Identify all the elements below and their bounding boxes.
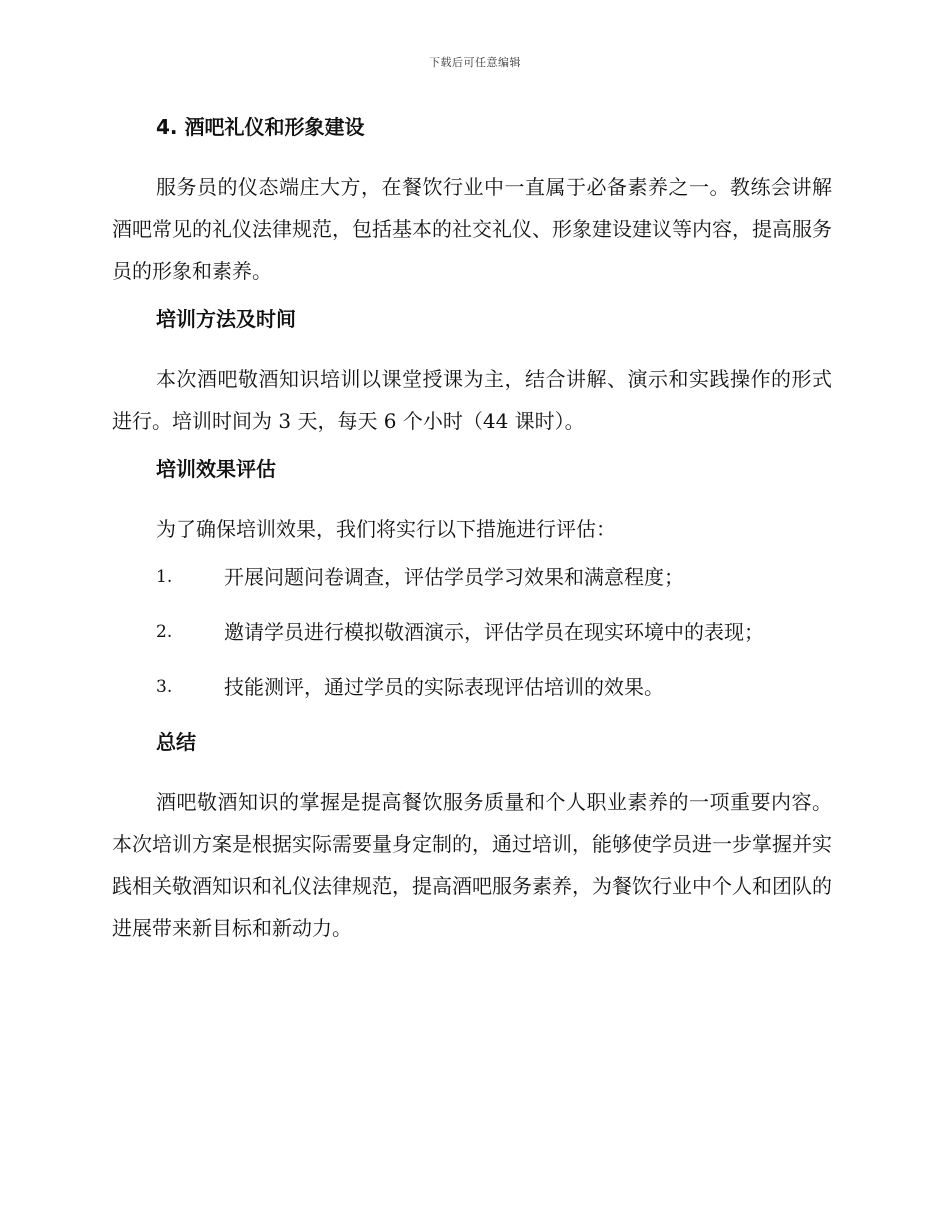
section-paragraph-method: 本次酒吧敬酒知识培训以课堂授课为主，结合讲解、演示和实践操作的形式进行。培训时间为 3 天，每天 6 个小时（44 课时）。 bbox=[112, 367, 832, 433]
section-heading-summary: 总结 bbox=[156, 730, 196, 754]
list-item-number: 3. bbox=[156, 677, 173, 697]
section-heading-method: 培训方法及时间 bbox=[156, 307, 296, 331]
document-body bbox=[112, 112, 832, 961]
list-item bbox=[112, 617, 832, 647]
list-item-text: 开展问题问卷调查，评估学员学习效果和满意程度； bbox=[224, 565, 684, 589]
evaluation-list bbox=[112, 562, 832, 702]
section-paragraph-evaluation: 为了确保培训效果，我们将实行以下措施进行评估： bbox=[156, 517, 616, 541]
section-heading-evaluation: 培训效果评估 bbox=[156, 457, 276, 481]
list-item bbox=[112, 562, 832, 592]
list-item-number: 2. bbox=[156, 622, 173, 642]
section-paragraph-etiquette: 服务员的仪态端庄大方，在餐饮行业中一直属于必备素养之一。教练会讲解酒吧常见的礼仪法律规范，包括基本的社交礼仪、形象建设建议等内容，提高服务员的形象和素养。 bbox=[112, 175, 832, 283]
list-item-text: 技能测评，通过学员的实际表现评估培训的效果。 bbox=[224, 675, 664, 699]
list-item-number: 1. bbox=[156, 567, 173, 587]
page-header-text: 下载后可任意编辑 bbox=[429, 56, 521, 69]
section-paragraph-summary: 酒吧敬酒知识的掌握是提高餐饮服务质量和个人职业素养的一项重要内容。本次培训方案是根据实际需要量身定制的，通过培训，能够使学员进一步掌握并实践相关敬酒知识和礼仪法律规范，提高酒吧服务素养，为餐饮行业中个人和团队的进展带来新目标和新动力。 bbox=[112, 790, 832, 940]
list-item-text: 邀请学员进行模拟敬酒演示，评估学员在现实环境中的表现； bbox=[224, 620, 764, 644]
section-heading-etiquette: 4. 酒吧礼仪和形象建设 bbox=[156, 115, 365, 139]
list-item bbox=[112, 672, 832, 702]
